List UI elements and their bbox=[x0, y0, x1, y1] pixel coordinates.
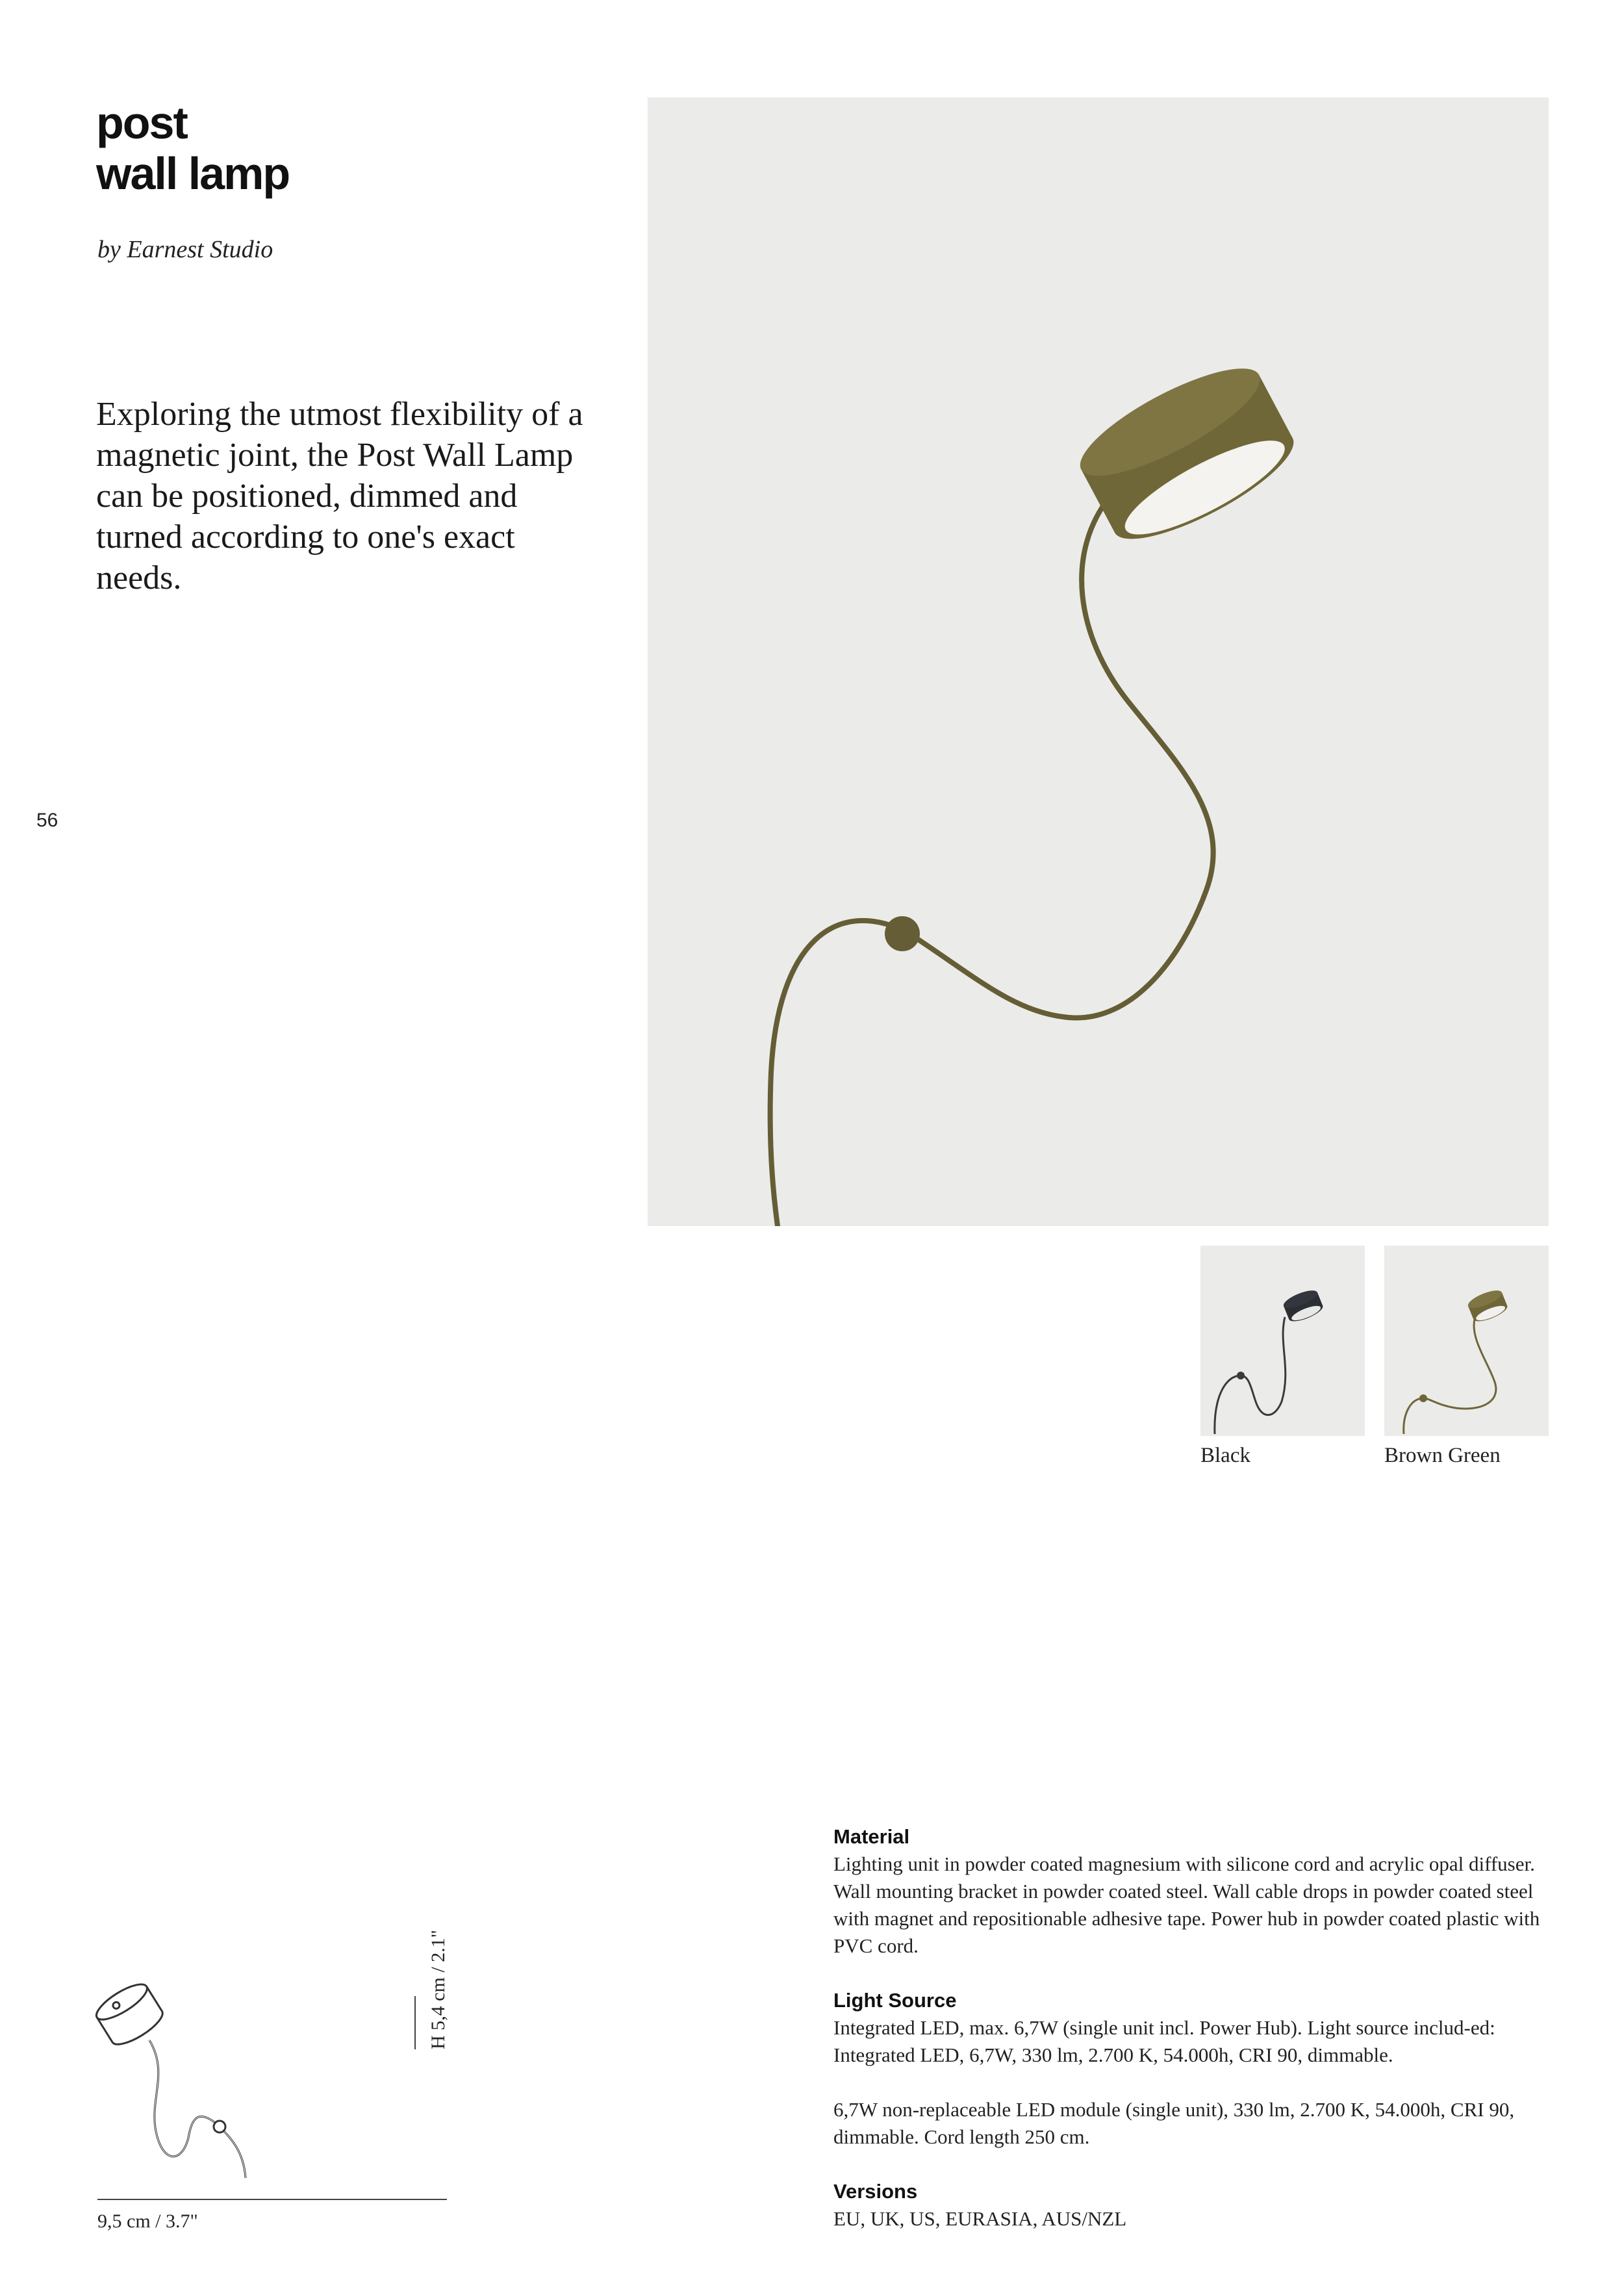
product-title-line1: post bbox=[96, 97, 187, 148]
light-source-text-2: 6,7W non-replaceable LED module (single unit), 330 lm, 2.700 K, 54.000h, CRI 90, dimmable. Cord length 250 cm. bbox=[833, 2098, 1515, 2148]
lamp-cord bbox=[770, 494, 1213, 1226]
black-lamp-illustration bbox=[1200, 1246, 1365, 1436]
height-dimension-label: H 5,4 cm / 2.1" bbox=[427, 1930, 449, 2049]
brown-green-lamp-illustration bbox=[1384, 1246, 1549, 1436]
width-dimension-label: 9,5 cm / 3.7" bbox=[97, 2210, 198, 2232]
technical-line-drawing bbox=[91, 1969, 273, 2183]
product-title-line2: wall lamp bbox=[96, 148, 290, 199]
product-description: Exploring the utmost flexibility of a magnetic joint, the Post Wall Lamp can be positioned, dimmed and turned according to one's exact needs. bbox=[96, 396, 583, 596]
hero-lamp-photo bbox=[648, 97, 1549, 1226]
lamp-shade bbox=[1068, 350, 1306, 557]
versions-text: EU, UK, US, EURASIA, AUS/NZL bbox=[833, 2207, 1127, 2230]
material-text: Lighting unit in powder coated magnesium with silicone cord and acrylic opal diffuser. Wall mounting bracket in powder coated steel. Wall cable drops in powder coated steel with magnet and repositionable adhesive tape. Power hub in powder coated plastic with PVC cord. bbox=[833, 1852, 1540, 1957]
variant-thumbnail-black[interactable] bbox=[1200, 1246, 1365, 1436]
width-dimension-line bbox=[97, 2199, 447, 2200]
variant-thumbnail-brown-green[interactable] bbox=[1384, 1246, 1549, 1436]
light-source-heading: Light Source bbox=[833, 1989, 957, 2012]
specifications bbox=[833, 1823, 1548, 2233]
product-title bbox=[96, 97, 289, 199]
magnet-joint bbox=[885, 916, 920, 951]
page-number: 56 bbox=[36, 810, 58, 831]
light-source-text-1: Integrated LED, max. 6,7W (single unit incl. Power Hub). Light source includ-ed: Integrated LED, 6,7W, 330 lm, 2.700 K, 54.000h, CRI 90, dimmable. bbox=[833, 2016, 1495, 2066]
variant-label-black: Black bbox=[1200, 1444, 1250, 1467]
height-dimension-line bbox=[414, 1996, 416, 2049]
wall-lamp-illustration bbox=[648, 97, 1549, 1226]
variant-label-brown-green: Brown Green bbox=[1384, 1444, 1501, 1467]
material-heading: Material bbox=[833, 1825, 910, 1848]
designer-byline: by Earnest Studio bbox=[97, 236, 273, 263]
versions-heading: Versions bbox=[833, 2180, 918, 2203]
